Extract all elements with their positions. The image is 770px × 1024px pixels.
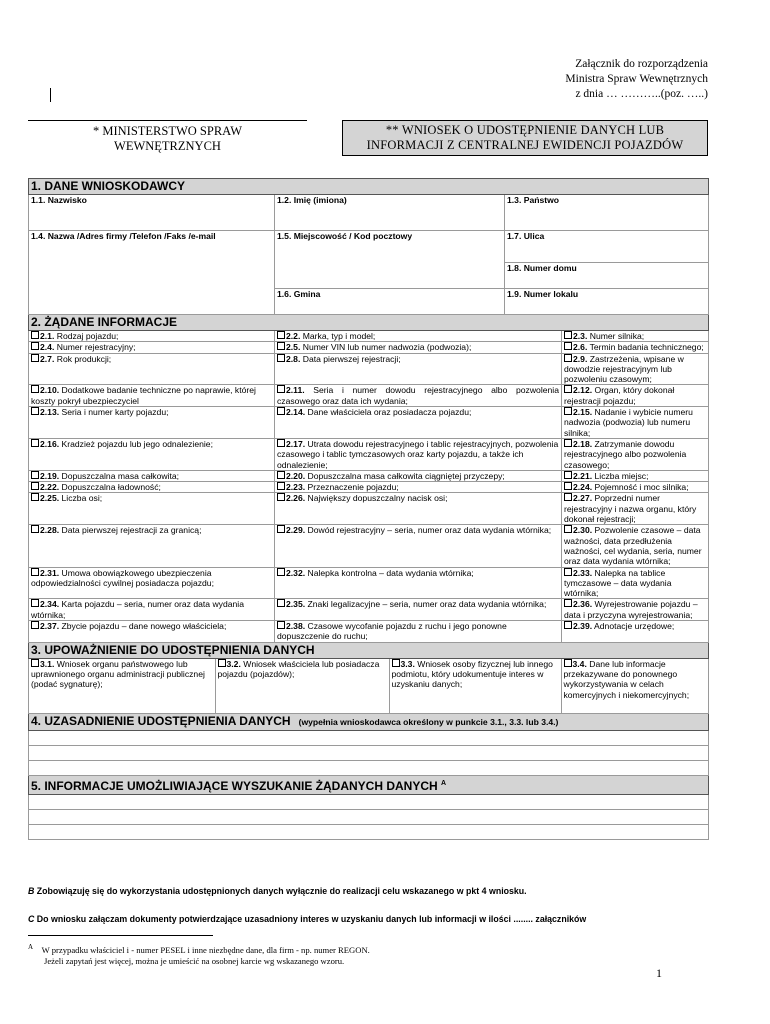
info-option[interactable] bbox=[29, 470, 275, 481]
option-text: Numer rejestracyjny; bbox=[54, 342, 136, 353]
section-5-title: 5. INFORMACJE UMOŻLIWIAJĄCE WYSZUKANIE ŻĄDANYCH DANYCH bbox=[31, 778, 438, 793]
info-option[interactable] bbox=[29, 342, 275, 353]
info-option[interactable] bbox=[29, 353, 275, 385]
section-3-table bbox=[29, 659, 709, 713]
option-text: Numer silnika; bbox=[587, 331, 645, 341]
field-surname[interactable] bbox=[29, 195, 275, 231]
form-header bbox=[28, 120, 708, 156]
info-option[interactable] bbox=[29, 385, 275, 407]
checkbox[interactable] bbox=[277, 471, 285, 479]
search-info-line-2[interactable] bbox=[29, 809, 709, 824]
option-number: 2.4. bbox=[40, 342, 55, 353]
option-number: 2.6. bbox=[573, 342, 588, 353]
info-row bbox=[29, 482, 709, 493]
info-option[interactable] bbox=[562, 621, 709, 643]
field-city-label: 1.5. Miejscowość / Kod pocztowy bbox=[277, 231, 413, 241]
option-text: Wniosek właściciela lub posiadacza pojazdu (pojazdów); bbox=[217, 658, 380, 679]
option-number: 2.14. bbox=[286, 407, 306, 418]
form-title bbox=[342, 120, 708, 156]
field-municipality-label: 1.6. Gmina bbox=[277, 289, 321, 299]
field-street[interactable] bbox=[505, 231, 709, 263]
option-number: 2.15. bbox=[573, 407, 593, 418]
section-2-header: 2. ŻĄDANE INFORMACJE bbox=[29, 315, 709, 331]
info-option[interactable] bbox=[275, 470, 562, 481]
checkbox[interactable] bbox=[31, 599, 39, 607]
checkbox[interactable] bbox=[277, 525, 285, 533]
checkbox[interactable] bbox=[31, 439, 39, 447]
option-text: Dowód rejestracyjny – seria, numer oraz data wydania wtórnika; bbox=[305, 525, 552, 536]
option-text: Znaki legalizacyjne – seria, numer oraz data wydania wtórnika; bbox=[305, 599, 547, 610]
option-number: 3.3. bbox=[400, 658, 415, 669]
option-number: 2.26. bbox=[286, 493, 306, 504]
option-number: 2.19. bbox=[40, 470, 60, 481]
option-text: Pojemność i moc silnika; bbox=[592, 482, 689, 493]
checkbox[interactable] bbox=[31, 407, 39, 415]
info-option[interactable] bbox=[275, 599, 562, 621]
checkbox[interactable] bbox=[31, 342, 39, 350]
info-option[interactable] bbox=[562, 438, 709, 470]
checkbox[interactable] bbox=[564, 493, 572, 501]
option-number: 2.36. bbox=[573, 599, 593, 610]
option-text: Kradzież pojazdu lub jego odnalezienie; bbox=[59, 438, 213, 449]
checkbox[interactable] bbox=[564, 331, 572, 339]
option-text: Seria i numer karty pojazdu; bbox=[59, 407, 169, 418]
search-info-line-3[interactable] bbox=[29, 824, 709, 839]
section-2-options bbox=[29, 331, 709, 643]
checkbox[interactable] bbox=[564, 385, 572, 393]
ministry-name bbox=[28, 120, 307, 156]
info-option[interactable] bbox=[562, 482, 709, 493]
checkbox[interactable] bbox=[31, 385, 39, 393]
option-number: 2.35. bbox=[286, 599, 306, 610]
checkbox[interactable] bbox=[564, 471, 572, 479]
checkbox[interactable] bbox=[564, 439, 572, 447]
option-text: Karta pojazdu – seria, numer oraz data wydania wtórnika; bbox=[31, 599, 244, 620]
option-number: 2.21. bbox=[573, 470, 593, 481]
footnote-separator bbox=[28, 935, 213, 936]
option-number: 2.5. bbox=[286, 342, 301, 353]
checkbox[interactable] bbox=[564, 525, 572, 533]
info-option[interactable] bbox=[275, 438, 562, 470]
option-number: 3.1. bbox=[40, 658, 55, 669]
checkbox[interactable] bbox=[218, 659, 226, 667]
info-option[interactable] bbox=[275, 342, 562, 353]
option-number: 2.32. bbox=[286, 567, 306, 578]
margin-bar bbox=[50, 88, 51, 102]
info-option[interactable] bbox=[562, 493, 709, 525]
info-row bbox=[29, 599, 709, 621]
option-text: Zbycie pojazdu – dane nowego właściciela; bbox=[59, 621, 227, 632]
option-text: Dane lub informacje przekazywane do ponownego wykorzystywania w celach komercyjnych i niekomercyjnych; bbox=[563, 658, 690, 700]
option-number: 2.25. bbox=[40, 493, 60, 504]
search-info-line-1[interactable] bbox=[29, 794, 709, 809]
option-number: 2.7. bbox=[40, 353, 55, 364]
option-number: 2.17. bbox=[286, 438, 306, 449]
option-number: 2.33. bbox=[573, 567, 593, 578]
option-text: Termin badania technicznego; bbox=[587, 342, 704, 353]
field-municipality[interactable] bbox=[275, 289, 505, 315]
checkbox[interactable] bbox=[31, 493, 39, 501]
checkbox[interactable] bbox=[564, 621, 572, 629]
option-number: 2.9. bbox=[573, 353, 588, 364]
declaration-b bbox=[28, 886, 527, 896]
option-text: Wyrejestrowanie pojazdu – data i przyczyna wyrejestrowania; bbox=[564, 599, 698, 620]
info-row bbox=[29, 331, 709, 342]
info-option[interactable] bbox=[275, 493, 562, 525]
form-title-line-2: INFORMACJI Z CENTRALNEJ EWIDENCJI POJAZDÓW bbox=[366, 138, 684, 152]
option-text: Rodzaj pojazdu; bbox=[54, 331, 119, 341]
option-text: Dane właściciela oraz posiadacza pojazdu; bbox=[305, 407, 472, 418]
info-row bbox=[29, 407, 709, 439]
field-country[interactable] bbox=[505, 195, 709, 231]
option-number: 2.13. bbox=[40, 407, 60, 418]
field-first-name-label: 1.2. Imię (imiona) bbox=[277, 195, 347, 205]
form-title-line-1: ** WNIOSEK O UDOSTĘPNIENIE DANYCH LUB bbox=[385, 123, 665, 137]
option-text: Marka, typ i model; bbox=[300, 331, 376, 341]
page-number: 1 bbox=[656, 966, 662, 980]
option-text: Wniosek osoby fizycznej lub innego podmiotu, który udokumentuje interes w uzyskaniu danych; bbox=[391, 658, 553, 690]
option-number: 2.16. bbox=[40, 438, 60, 449]
option-number: 2.12. bbox=[573, 385, 593, 396]
option-number: 2.34. bbox=[40, 599, 60, 610]
checkbox[interactable] bbox=[31, 482, 39, 490]
option-number: 2.37. bbox=[40, 621, 60, 632]
checkbox[interactable] bbox=[31, 354, 39, 362]
field-country-label: 1.3. Państwo bbox=[507, 195, 560, 205]
info-option[interactable] bbox=[562, 342, 709, 353]
info-option[interactable] bbox=[29, 493, 275, 525]
info-option[interactable] bbox=[275, 407, 562, 439]
info-row bbox=[29, 525, 709, 567]
field-apartment-number[interactable] bbox=[505, 289, 709, 315]
section-5-footnote-mark: A bbox=[441, 779, 447, 787]
application-form bbox=[28, 178, 708, 840]
option-number: 2.38. bbox=[286, 621, 306, 632]
checkbox[interactable] bbox=[564, 659, 572, 667]
option-text: Dopuszczalna masa całkowita ciągniętej przyczepy; bbox=[305, 470, 505, 481]
info-option[interactable] bbox=[562, 353, 709, 385]
declaration-b-letter: B bbox=[28, 886, 35, 896]
info-option[interactable] bbox=[29, 599, 275, 621]
field-street-label: 1.7. Ulica bbox=[507, 231, 545, 241]
option-3-4[interactable] bbox=[561, 659, 709, 713]
checkbox[interactable] bbox=[31, 331, 39, 339]
option-text: Data pierwszej rejestracji; bbox=[300, 353, 401, 364]
section-4-title: 4. UZASADNIENIE UDOSTĘPNIENIA DANYCH bbox=[31, 713, 291, 728]
checkbox[interactable] bbox=[392, 659, 400, 667]
info-row bbox=[29, 342, 709, 353]
footnote-line-1: W przypadku właściciel i - numer PESEL i inne niezbędne dane, dla firm - np. numer REGON. bbox=[41, 944, 370, 955]
checkbox[interactable] bbox=[277, 621, 285, 629]
info-option[interactable] bbox=[275, 353, 562, 385]
option-number: 2.22. bbox=[40, 482, 60, 493]
declaration-c bbox=[28, 914, 586, 924]
option-text: Przeznaczenie pojazdu; bbox=[305, 482, 399, 493]
info-row bbox=[29, 470, 709, 481]
ministry-line-1: * MINISTERSTWO SPRAW bbox=[92, 124, 242, 138]
option-text: Numer VIN lub numer nadwozia (podwozia); bbox=[300, 342, 472, 353]
option-number: 2.30. bbox=[573, 525, 593, 536]
option-number: 2.29. bbox=[286, 525, 306, 536]
option-text: Dopuszczalna masa całkowita; bbox=[59, 470, 180, 481]
attachment-line-1: Załącznik do rozporządzenia bbox=[575, 58, 708, 70]
option-number: 2.24. bbox=[573, 482, 593, 493]
declaration-c-letter: C bbox=[28, 914, 35, 924]
option-number: 2.2. bbox=[286, 331, 301, 341]
info-option[interactable] bbox=[562, 407, 709, 439]
option-3-2[interactable] bbox=[215, 659, 389, 713]
info-option[interactable] bbox=[562, 331, 709, 342]
checkbox[interactable] bbox=[31, 471, 39, 479]
option-text: Utrata dowodu rejestracyjnego i tablic rejestracyjnych, pozwolenia czasowego i tablic tymczasowych oraz karty pojazdu, a także ich odnalezienie; bbox=[277, 438, 559, 470]
info-option[interactable] bbox=[29, 407, 275, 439]
info-row bbox=[29, 493, 709, 525]
info-option[interactable] bbox=[562, 385, 709, 407]
option-text: Wniosek organu państwowego lub uprawnionego organu administracji publicznej (podać sygnaturę); bbox=[31, 658, 205, 690]
checkbox[interactable] bbox=[31, 621, 39, 629]
option-text: Seria i numer dowodu rejestracyjnego albo pozwolenia czasowego oraz data ich wydania; bbox=[277, 385, 559, 406]
option-number: 2.28. bbox=[40, 525, 60, 536]
checkbox[interactable] bbox=[564, 354, 572, 362]
field-surname-label: 1.1. Nazwisko bbox=[31, 195, 87, 205]
field-house-number-label: 1.8. Numer domu bbox=[507, 263, 577, 273]
info-row bbox=[29, 353, 709, 385]
checkbox[interactable] bbox=[277, 342, 285, 350]
option-number: 2.10. bbox=[40, 385, 60, 396]
checkbox[interactable] bbox=[277, 568, 285, 576]
footnote-mark: A bbox=[28, 943, 34, 951]
option-text: Zastrzeżenia, wpisane w dowodzie rejestracyjnym lub pozwoleniu czasowym; bbox=[564, 353, 684, 385]
checkbox[interactable] bbox=[277, 407, 285, 415]
option-text: Dodatkowe badanie techniczne po naprawie, której koszty pokrył ubezpieczyciel bbox=[31, 385, 256, 406]
option-number: 2.1. bbox=[40, 331, 55, 341]
option-number: 2.8. bbox=[286, 353, 301, 364]
checkbox[interactable] bbox=[277, 493, 285, 501]
info-option[interactable] bbox=[29, 525, 275, 567]
option-number: 2.23. bbox=[286, 482, 306, 493]
checkbox[interactable] bbox=[277, 331, 285, 339]
checkbox[interactable] bbox=[564, 482, 572, 490]
ministry-line-2: WEWNĘTRZNYCH bbox=[114, 139, 221, 153]
info-option[interactable] bbox=[562, 567, 709, 599]
info-row bbox=[29, 438, 709, 470]
option-text: Umowa obowiązkowego ubezpieczenia odpowiedzialności cywilnej posiadacza pojazdu; bbox=[31, 567, 214, 588]
option-text: Poprzedni numer rejestracyjny i nazwa organu, który dokonał rejestracji; bbox=[564, 493, 697, 525]
section-3-header: 3. UPOWAŻNIENIE DO UDOSTĘPNIENIA DANYCH bbox=[29, 642, 709, 658]
field-apartment-number-label: 1.9. Numer lokalu bbox=[507, 289, 579, 299]
declaration-c-text: Do wniosku załączam dokumenty potwierdzające uzasadniony interes w uzyskaniu danych lub informacji w ilości ........ załączników bbox=[34, 914, 587, 924]
option-number: 2.31. bbox=[40, 567, 60, 578]
info-option[interactable] bbox=[275, 331, 562, 342]
checkbox[interactable] bbox=[277, 354, 285, 362]
info-option[interactable] bbox=[275, 385, 562, 407]
checkbox[interactable] bbox=[31, 525, 39, 533]
field-city[interactable] bbox=[275, 231, 505, 289]
option-text: Czasowe wycofanie pojazdu z ruchu i jego ponowne dopuszczenie do ruchu; bbox=[277, 621, 507, 642]
field-company-label: 1.4. Nazwa /Adres firmy /Telefon /Faks /e-mail bbox=[31, 231, 216, 241]
info-option[interactable] bbox=[275, 567, 562, 599]
footnote bbox=[28, 942, 370, 967]
option-text: Zatrzymanie dowodu rejestracyjnego albo pozwolenia czasowego; bbox=[564, 438, 687, 470]
info-option[interactable] bbox=[562, 470, 709, 481]
attachment-note bbox=[565, 57, 708, 102]
option-3-1[interactable] bbox=[29, 659, 215, 713]
option-text: Liczba osi; bbox=[59, 493, 103, 504]
checkbox[interactable] bbox=[564, 568, 572, 576]
option-text: Liczba miejsc; bbox=[592, 470, 649, 481]
info-option[interactable] bbox=[275, 621, 562, 643]
info-option[interactable] bbox=[275, 525, 562, 567]
declaration-b-text: Zobowiązuję się do wykorzystania udostępnionych danych wyłącznie do realizacji celu wskazanego w pkt 4 wniosku. bbox=[34, 886, 527, 896]
option-text: Nadanie i wybicie numeru nadwozia (podwozia) lub numeru silnika; bbox=[564, 407, 693, 438]
option-number: 2.3. bbox=[573, 331, 588, 341]
section-1-header: 1. DANE WNIOSKODAWCY bbox=[29, 179, 709, 195]
option-text: Organ, który dokonał rejestracji pojazdu; bbox=[564, 385, 675, 406]
option-number: 2.11. bbox=[286, 385, 305, 396]
attachment-line-3: z dnia … ………..(poz. …..) bbox=[575, 88, 708, 100]
justification-line-1[interactable] bbox=[29, 730, 709, 745]
section-5-header bbox=[29, 775, 709, 794]
info-option[interactable] bbox=[562, 525, 709, 567]
option-text: Adnotacje urzędowe; bbox=[592, 621, 675, 632]
info-row bbox=[29, 621, 709, 643]
info-option[interactable] bbox=[29, 438, 275, 470]
option-text: Nalepka na tablice tymczasowe – data wydania wtórnika; bbox=[564, 567, 672, 599]
checkbox[interactable] bbox=[564, 599, 572, 607]
option-text: Największy dopuszczalny nacisk osi; bbox=[305, 493, 448, 504]
attachment-line-2: Ministra Spraw Wewnętrznych bbox=[565, 73, 708, 85]
option-text: Nalepka kontrolna – data wydania wtórnika; bbox=[305, 567, 474, 578]
option-number: 2.39. bbox=[573, 621, 593, 632]
option-number: 2.20. bbox=[286, 470, 306, 481]
option-3-3[interactable] bbox=[389, 659, 561, 713]
info-row bbox=[29, 567, 709, 599]
info-option[interactable] bbox=[29, 567, 275, 599]
info-option[interactable] bbox=[275, 482, 562, 493]
option-number: 2.18. bbox=[573, 438, 593, 449]
form-table bbox=[28, 178, 709, 840]
option-text: Rok produkcji; bbox=[54, 353, 112, 364]
checkbox[interactable] bbox=[31, 659, 39, 667]
section-4-note: (wypełnia wnioskodawca określony w punkcie 3.1., 3.3. lub 3.4.) bbox=[298, 716, 559, 727]
option-number: 3.2. bbox=[226, 658, 241, 669]
checkbox[interactable] bbox=[277, 599, 285, 607]
checkbox[interactable] bbox=[31, 568, 39, 576]
checkbox[interactable] bbox=[564, 407, 572, 415]
section-4-header bbox=[29, 713, 709, 730]
field-first-name[interactable] bbox=[275, 195, 505, 231]
justification-line-2[interactable] bbox=[29, 745, 709, 760]
checkbox[interactable] bbox=[564, 342, 572, 350]
checkbox[interactable] bbox=[277, 439, 285, 447]
checkbox[interactable] bbox=[277, 385, 285, 393]
checkbox[interactable] bbox=[277, 482, 285, 490]
option-text: Pozwolenie czasowe – data ważności, data przedłużenia ważności, cel wydania, seria, numer oraz data wydania wtórnika; bbox=[564, 525, 702, 567]
option-number: 3.4. bbox=[572, 658, 587, 669]
info-option[interactable] bbox=[29, 482, 275, 493]
info-row bbox=[29, 385, 709, 407]
option-number: 2.27. bbox=[573, 493, 593, 504]
info-option[interactable] bbox=[29, 621, 275, 643]
option-text: Dopuszczalna ładowność; bbox=[59, 482, 161, 493]
option-text: Data pierwszej rejestracji za granicą; bbox=[59, 525, 202, 536]
info-option[interactable] bbox=[562, 599, 709, 621]
field-house-number[interactable] bbox=[505, 263, 709, 289]
field-company[interactable] bbox=[29, 231, 275, 315]
justification-line-3[interactable] bbox=[29, 760, 709, 775]
footnote-line-2: Jeżeli zapytań jest więcej, można je umieścić na osobnej karcie wg wskazanego wzoru. bbox=[44, 955, 345, 966]
info-option[interactable] bbox=[29, 331, 275, 342]
